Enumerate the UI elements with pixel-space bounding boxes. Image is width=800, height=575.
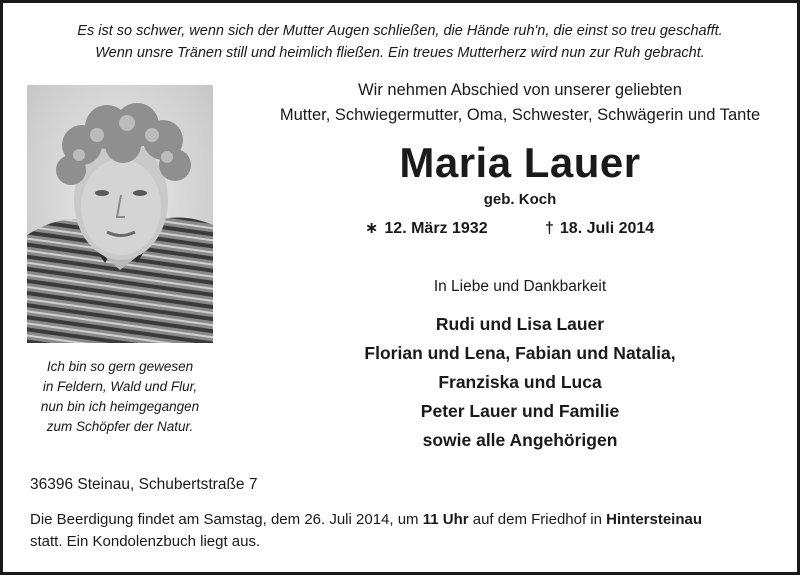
farewell-line-2: Mutter, Schwiegermutter, Oma, Schwester, Schwägerin und Tante <box>279 106 761 124</box>
mourner-line: Florian und Lena, Fabian und Natalia, <box>364 343 676 363</box>
funeral-text-1: Die Beerdigung findet am Samstag, dem 26. Juli 2014, um <box>30 511 423 528</box>
gratitude-line: In Liebe und Dankbarkeit <box>433 278 607 295</box>
death-date: 18. Juli 2014 <box>559 220 655 237</box>
side-poem-line-4: zum Schöpfer der Natur. <box>46 419 194 434</box>
funeral-text-2: auf dem Friedhof in <box>468 511 607 528</box>
deceased-name: Maria Lauer <box>399 139 641 186</box>
farewell-text <box>245 78 795 128</box>
funeral-notice <box>30 509 790 553</box>
side-poem-line-1: Ich bin so gern gewesen <box>46 359 194 374</box>
funeral-time: 11 Uhr <box>422 511 469 528</box>
side-poem-line-3: nun bin ich heimgegangen <box>40 399 200 414</box>
birth-date: 12. März 1932 <box>384 220 488 237</box>
death-cross-icon: † <box>545 220 554 237</box>
birth-star-icon: ∗ <box>365 220 379 237</box>
funeral-line-2: statt. Ein Kondolenzbuch liegt aus. <box>30 533 261 550</box>
side-poem <box>20 357 220 437</box>
portrait-illustration <box>27 85 213 343</box>
portrait-photo <box>27 85 213 343</box>
birth-date-group <box>365 217 488 241</box>
family-address: 36396 Steinau, Schubertstraße 7 <box>30 476 258 493</box>
top-poem-line-2: Wenn unsre Tränen still und heimlich fließen. Ein treues Mutterherz wird nun zur Ruh gebracht. <box>95 45 705 61</box>
funeral-line-1 <box>30 509 790 531</box>
mourner-line: Franziska und Luca <box>438 372 602 392</box>
mourner-line: Rudi und Lisa Lauer <box>435 314 605 334</box>
side-poem-line-2: in Feldern, Wald und Flur, <box>42 379 198 394</box>
funeral-place: Hintersteinau <box>606 511 703 528</box>
mourner-line: sowie alle Angehörigen <box>422 430 618 450</box>
mourners-list <box>245 310 795 455</box>
top-poem-line-1: Es ist so schwer, wenn sich der Mutter Augen schließen, die Hände ruh'n, die einst so treu geschafft. <box>77 23 723 39</box>
farewell-line-1: Wir nehmen Abschied von unserer geliebten <box>358 81 682 99</box>
top-poem <box>0 20 800 64</box>
life-dates <box>365 217 675 241</box>
maiden-name: geb. Koch <box>483 191 557 208</box>
death-date-group <box>545 217 654 241</box>
mourner-line: Peter Lauer und Familie <box>420 401 620 421</box>
